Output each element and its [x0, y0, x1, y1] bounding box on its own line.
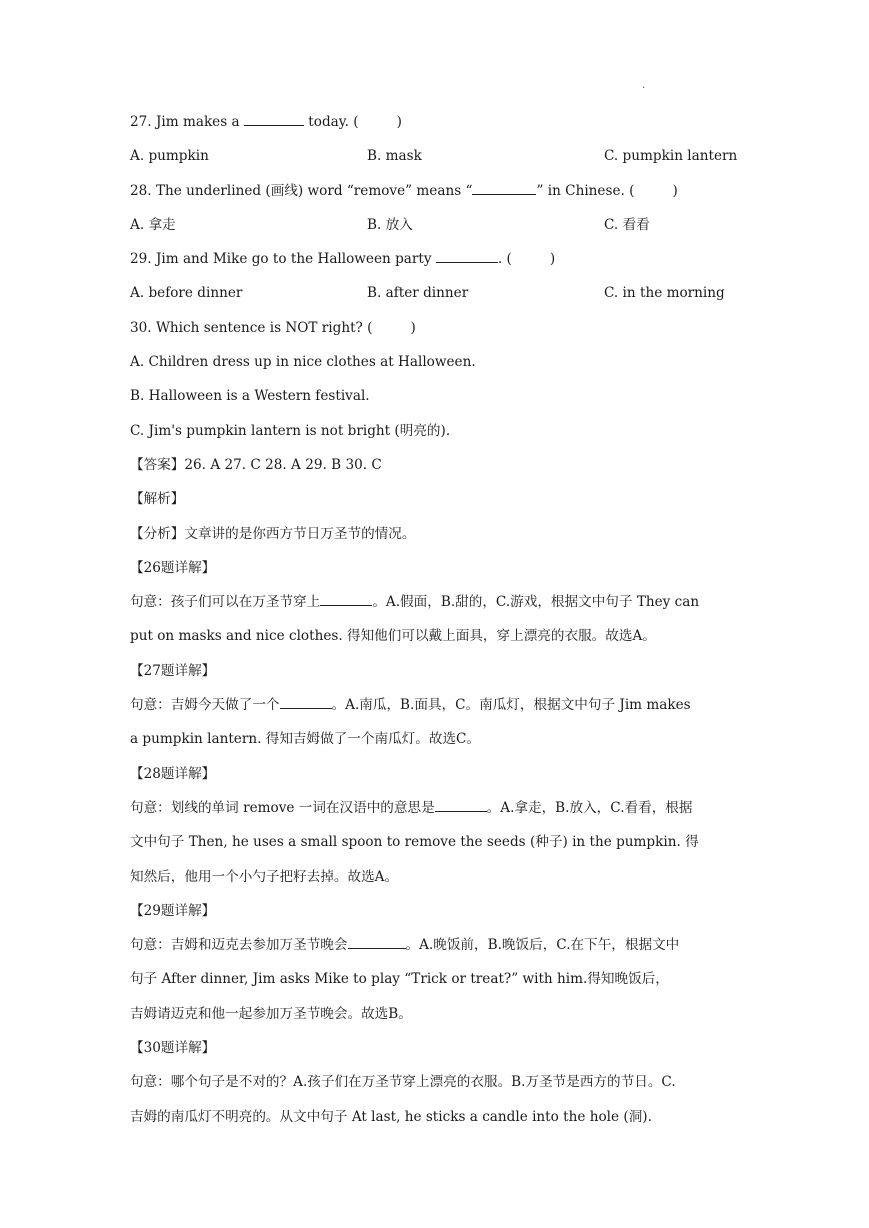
answer-key: 【答案】26. A 27. C 28. A 29. B 30. C [130, 456, 382, 473]
option-c: C. pumpkin lantern [604, 148, 738, 165]
detail-30-line: 吉姆的南瓜灯不明亮的。从文中句子 At last, he sticks a candle into the hole (洞). [130, 1108, 652, 1125]
detail-26-line: put on masks and nice clothes. 得知他们可以戴上面具，穿上漂亮的衣服。故选A。 [130, 628, 656, 645]
question-30: 30. Which sentence is NOT right? ( ) [130, 319, 416, 336]
detail-28-heading: 【28题详解】 [130, 765, 216, 782]
question-29: 29. Jim and Mike go to the Halloween party . ( ) [130, 251, 556, 268]
option-c: C. 看看 [604, 216, 650, 233]
answer-blank [348, 935, 406, 949]
document-body [130, 112, 738, 1141]
question-29-options [130, 283, 738, 317]
option-a: A. pumpkin [130, 148, 209, 165]
detail-30-line: 句意：哪个句子是不对的？A.孩子们在万圣节穿上漂亮的衣服。B.万圣节是西方的节日。C. [130, 1074, 676, 1091]
detail-30-heading: 【30题详解】 [130, 1040, 216, 1057]
detail-27-line: 句意：吉姆今天做了一个 。A.南瓜，B.面具，C。南瓜灯，根据文中句子 Jim makes [130, 697, 691, 714]
answer-blank [320, 592, 372, 606]
detail-29-line: 吉姆请迈克和他一起参加万圣节晚会。故选B。 [130, 1005, 412, 1022]
option-b: B. mask [367, 148, 422, 165]
detail-27-heading: 【27题详解】 [130, 662, 216, 679]
option-c: C. in the morning [604, 285, 725, 302]
option-b: B. 放入 [367, 216, 413, 233]
answer-blank [436, 249, 498, 263]
page-dot: . [642, 80, 646, 91]
detail-27-line: a pumpkin lantern. 得知吉姆做了一个南瓜灯。故选C。 [130, 731, 481, 748]
question-27-options [130, 146, 738, 180]
analysis-summary: 【分析】文章讲的是你西方节日万圣节的情况。 [130, 525, 416, 542]
detail-26-line: 句意：孩子们可以在万圣节穿上 。A.假面，B.甜的，C.游戏，根据文中句子 They can [130, 594, 700, 611]
question-27: 27. Jim makes a today. ( ) [130, 114, 402, 130]
answer-blank [472, 181, 536, 195]
question-28: 28. The underlined (画线) word “remove” means “ ” in Chinese. ( ) [130, 182, 678, 199]
analysis-heading: 【解析】 [130, 491, 185, 508]
answer-blank [435, 798, 487, 812]
question-28-options [130, 215, 738, 249]
option-a: A. 拿走 [130, 216, 176, 233]
option-b: B. Halloween is a Western festival. [130, 388, 370, 405]
detail-28-line: 句意：划线的单词 remove 一词在汉语中的意思是 。A.拿走，B.放入，C.看看，根据 [130, 799, 693, 816]
detail-29-line: 句意：吉姆和迈克去参加万圣节晚会 。A.晚饭前，B.晚饭后，C.在下午，根据文中 [130, 937, 680, 954]
detail-28-line: 知然后，他用一个小勺子把籽去掉。故选A。 [130, 868, 399, 885]
detail-26-heading: 【26题详解】 [130, 559, 216, 576]
option-b: B. after dinner [367, 285, 469, 302]
answer-blank [244, 112, 304, 126]
answer-blank [280, 695, 332, 709]
option-a: A. Children dress up in nice clothes at Halloween. [130, 354, 476, 371]
option-a: A. before dinner [130, 285, 243, 302]
detail-28-line: 文中句子 Then, he uses a small spoon to remove the seeds (种子) in the pumpkin. 得 [130, 834, 699, 851]
detail-29-line: 句子 After dinner, Jim asks Mike to play “Trick or treat?” with him.得知晚饭后， [130, 971, 669, 988]
option-c: C. Jim's pumpkin lantern is not bright (明亮的). [130, 422, 451, 439]
detail-29-heading: 【29题详解】 [130, 902, 216, 919]
